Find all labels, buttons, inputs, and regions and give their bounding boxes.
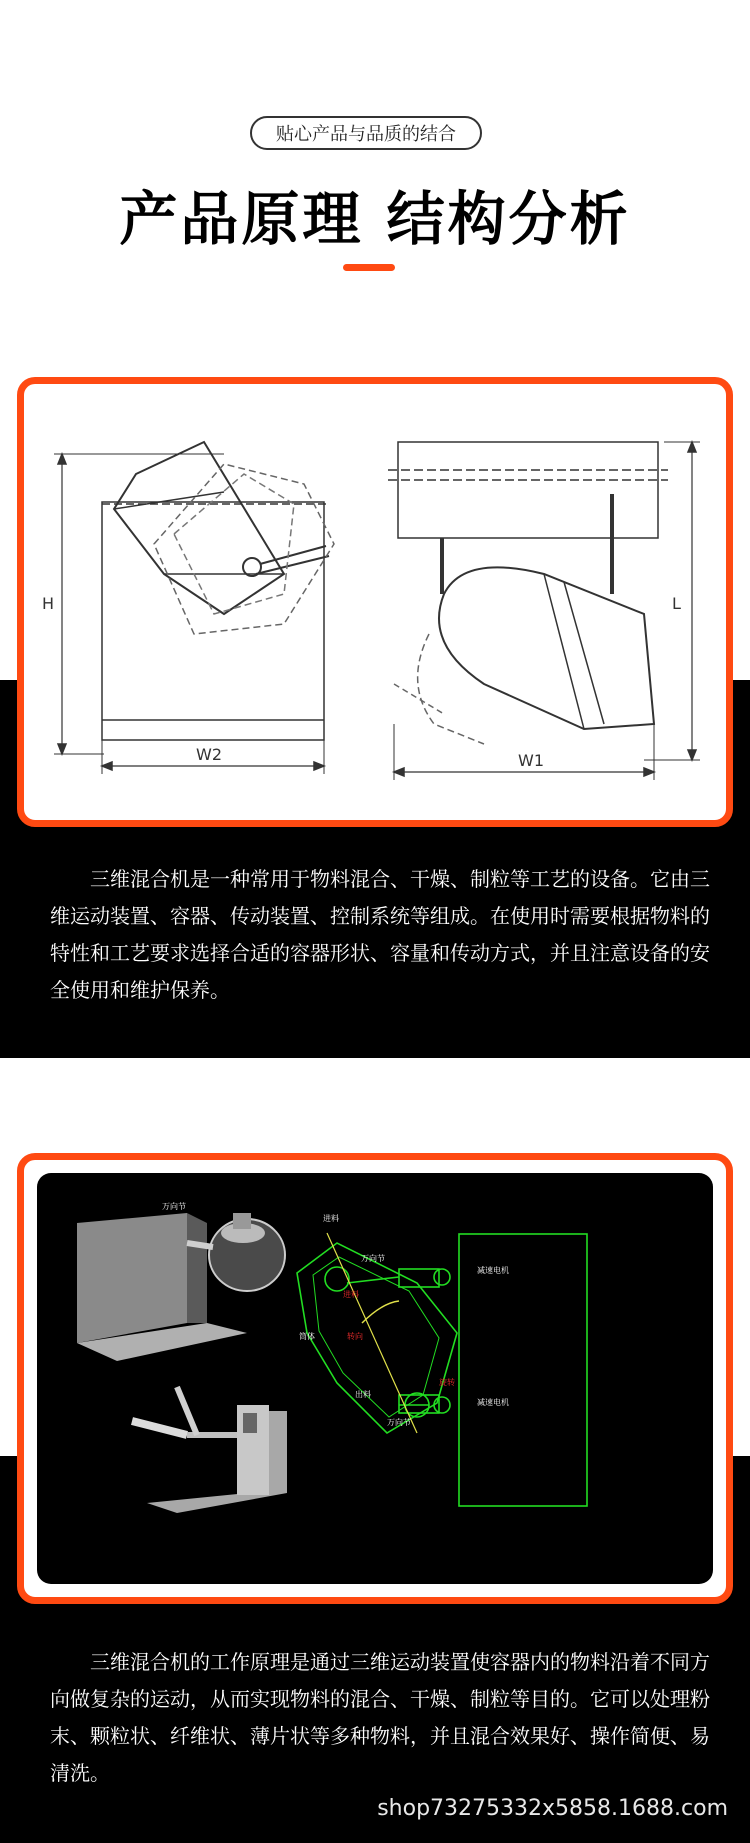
label-jinliao: 进料 — [323, 1214, 339, 1223]
label-w1: W1 — [518, 751, 544, 770]
label-l: L — [672, 594, 681, 613]
label-red-3: 旋转 — [439, 1378, 455, 1387]
label-jiansu-bottom: 减速电机 — [477, 1398, 509, 1407]
label-wanxiangjie-mid: 万向节 — [361, 1254, 385, 1263]
label-jiansu-top: 减速电机 — [477, 1266, 509, 1275]
label-wanxiangjie-bottom: 万向节 — [387, 1418, 411, 1427]
technical-drawing — [24, 384, 726, 820]
label-wanxiangjie-top: 万向节 — [162, 1202, 186, 1211]
page-title: 产品原理 结构分析 — [119, 185, 631, 253]
header-tag: 贴心产品与品质的结合 — [250, 116, 482, 150]
technical-drawing-frame — [17, 377, 733, 827]
label-h: H — [42, 594, 55, 613]
label-tongti: 筒体 — [299, 1332, 315, 1341]
shop-watermark: shop73275332x5858.1688.com — [377, 1796, 728, 1821]
label-w2: W2 — [196, 745, 222, 764]
schematic-panel — [37, 1173, 713, 1584]
description-2: 三维混合机的工作原理是通过三维运动装置使容器内的物料沿着不同方向做复杂的运动，从而实现物料的混合、干燥、制粒等目的。它可以处理粉末、颗粒状、纤维状、薄片状等多种物料，并且混合效果好、操作简便、易清洗。 — [50, 1650, 710, 1785]
label-chuliao: 出料 — [355, 1390, 371, 1399]
schematic-drawing — [37, 1173, 713, 1584]
title-underline — [343, 264, 395, 271]
description-1: 三维混合机是一种常用于物料混合、干燥、制粒等工艺的设备。它由三维运动装置、容器、传动装置、控制系统等组成。在使用时需要根据物料的特性和工艺要求选择合适的容器形状、容量和传动方式，并且注意设备的安全使用和维护保养。 — [50, 867, 710, 1002]
label-red-2: 转向 — [347, 1332, 363, 1341]
label-red-1: 进料 — [343, 1290, 359, 1299]
